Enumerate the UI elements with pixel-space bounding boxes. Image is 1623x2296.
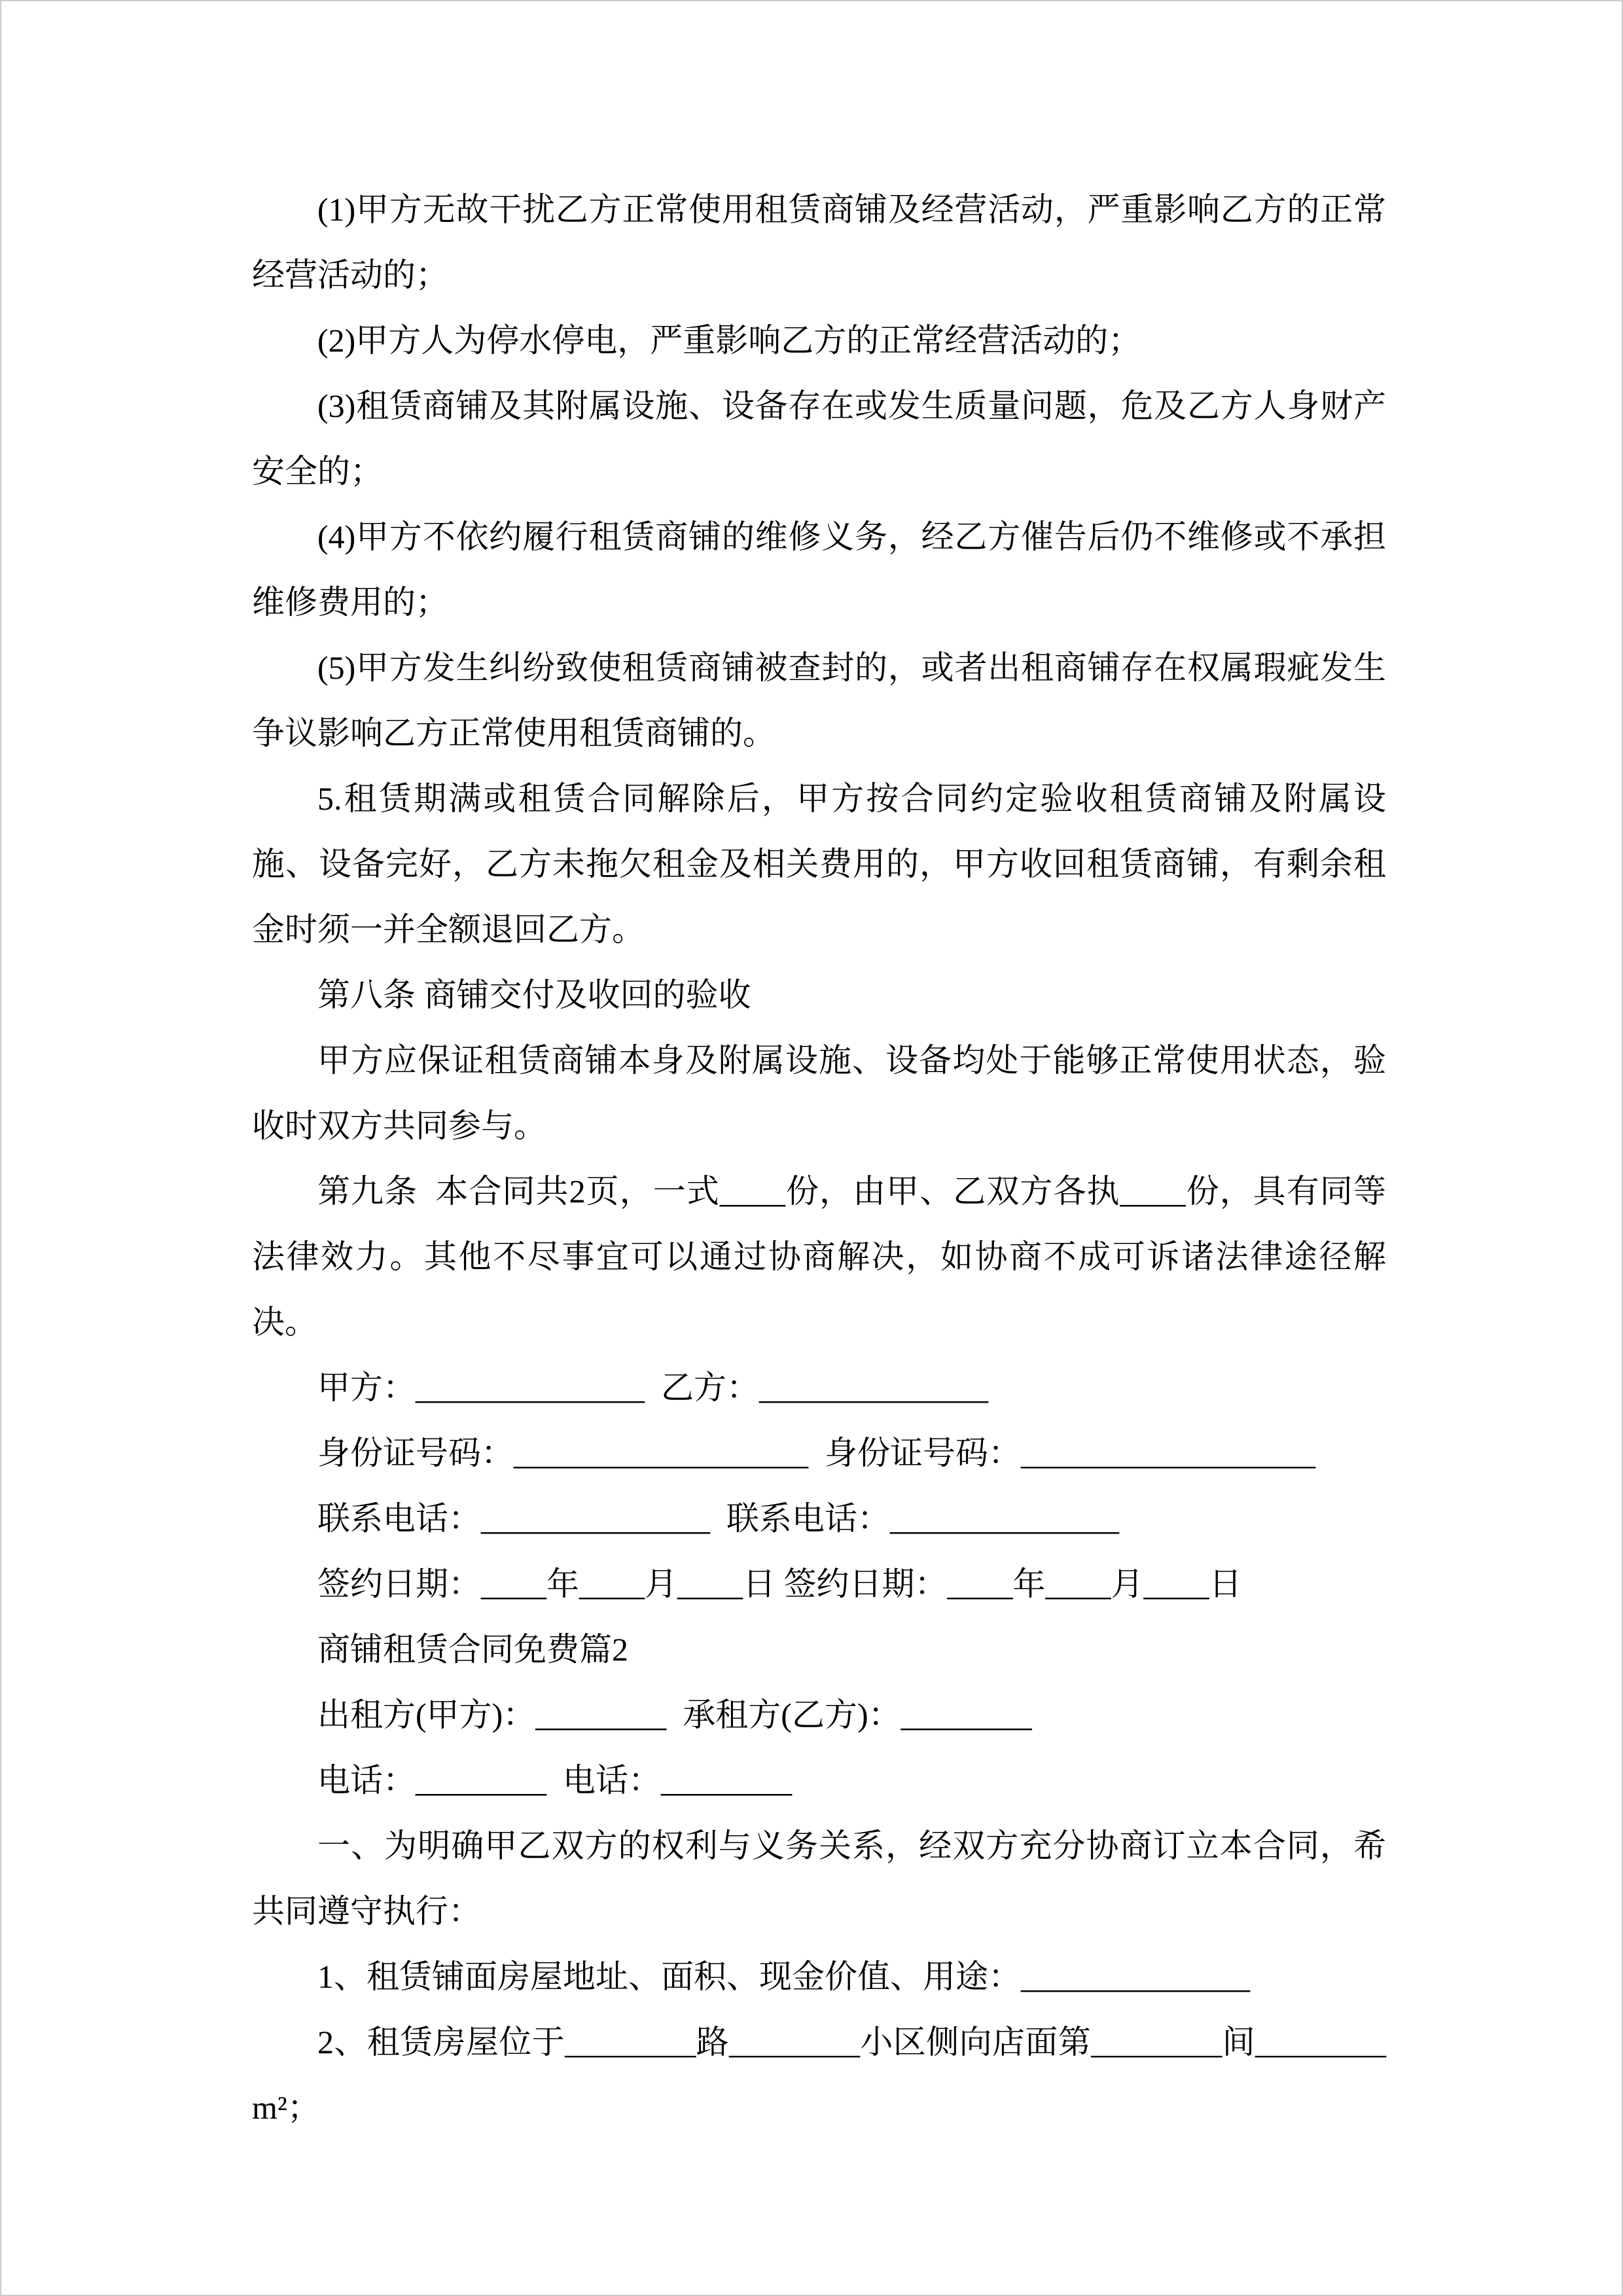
- lessor-lessee-line: 出租方(甲方)：________ 承租方(乙方)：________: [317, 1696, 1032, 1733]
- clause-5-refund: 5.租赁期满或租赁合同解除后，甲方按合同约定验收租赁商铺及附属设施、设备完好，乙方未拖欠租金及相关费用的，甲方收回租赁商铺，有剩余租金时须一并全额退回乙方。: [252, 780, 1386, 948]
- clause-reason-2: (2)甲方人为停水停电，严重影响乙方的正常经营活动的；: [317, 322, 1141, 359]
- id-number-line: 身份证号码：__________________ 身份证号码：__________________: [317, 1435, 1315, 1471]
- article-8-content: 甲方应保证租赁商铺本身及附属设施、设备均处于能够正常使用状态，验收时双方共同参与。: [252, 1042, 1386, 1144]
- intro-paragraph: 一、为明确甲乙双方的权利与义务关系，经双方充分协商订立本合同，希共同遵守执行：: [252, 1827, 1386, 1929]
- party-names-line: 甲方：______________ 乙方：______________: [317, 1369, 988, 1406]
- clause-reason-5: (5)甲方发生纠纷致使租赁商铺被查封的，或者出租商铺存在权属瑕疵发生争议影响乙方正常使用租赁商铺的。: [252, 649, 1386, 751]
- contact-phone-line: 联系电话：______________ 联系电话：______________: [317, 1500, 1119, 1537]
- article-8-title: 第八条 商铺交付及收回的验收: [317, 977, 751, 1013]
- clause-reason-1: (1)甲方无故干扰乙方正常使用租赁商铺及经营活动，严重影响乙方的正常经营活动的；: [252, 191, 1386, 293]
- article-9-content: 第九条 本合同共2页，一式____份，由甲、乙双方各执____份，具有同等法律效力。其他不尽事宜可以通过协商解决，如协商不成可诉诸法律途径解决。: [252, 1173, 1386, 1340]
- item-1-address: 1、租赁铺面房屋地址、面积、现金价值、用途：______________: [317, 1958, 1250, 1995]
- signing-date-line: 签约日期：____年____月____日 签约日期：____年____月____日: [317, 1566, 1242, 1602]
- item-2-location: 2、租赁房屋位于________路________小区侧向店面第________间________m²；: [252, 2024, 1386, 2126]
- clause-reason-4: (4)甲方不依约履行租赁商铺的维修义务，经乙方催告后仍不维修或不承担维修费用的；: [252, 518, 1386, 620]
- part-2-title: 商铺租赁合同免费篇2: [317, 1631, 628, 1668]
- phone-line: 电话：________ 电话：________: [317, 1762, 792, 1799]
- clause-reason-3: (3)租赁商铺及其附属设施、设备存在或发生质量问题，危及乙方人身财产安全的；: [252, 387, 1386, 490]
